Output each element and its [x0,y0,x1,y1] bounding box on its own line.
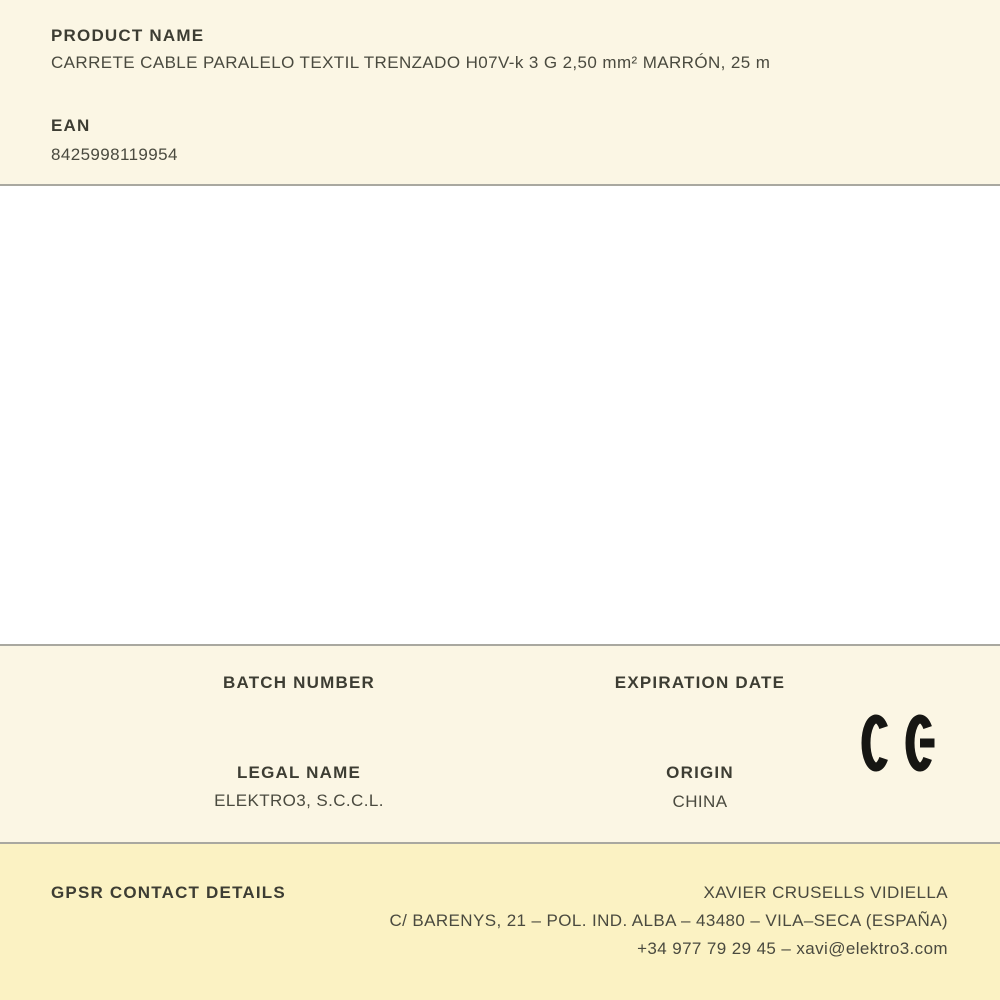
contact-phone-email: +34 977 79 29 45 – xavi@elektro3.com [637,939,948,958]
ce-mark-icon [859,711,941,775]
product-name-value: CARRETE CABLE PARALELO TEXTIL TRENZADO H07V-k 3 G 2,50 mm² MARRÓN, 25 m [51,53,771,72]
batch-number-label: BATCH NUMBER [223,673,375,692]
origin-label: ORIGIN [666,763,734,782]
blank-middle-area [0,186,1000,644]
ean-value: 8425998119954 [51,145,178,164]
gpsr-contact-details-label: GPSR CONTACT DETAILS [51,883,286,902]
gpsr-contact-section [0,844,1000,1000]
gpsr-contact-block [389,879,948,963]
details-section [0,646,1000,842]
contact-address: C/ BARENYS, 21 – POL. IND. ALBA – 43480 – VILA–SECA (ESPAÑA) [389,911,948,930]
product-section [0,0,1000,184]
legal-name-label: LEGAL NAME [236,763,362,782]
expiration-date-label: EXPIRATION DATE [614,673,786,692]
contact-person-name: XAVIER CRUSELLS VIDIELLA [703,883,948,902]
legal-name-value: ELEKTRO3, S.C.C.L. [214,791,384,810]
origin-value: CHINA [672,792,728,811]
product-name-label: PRODUCT NAME [51,26,205,45]
ean-label: EAN [51,116,91,135]
